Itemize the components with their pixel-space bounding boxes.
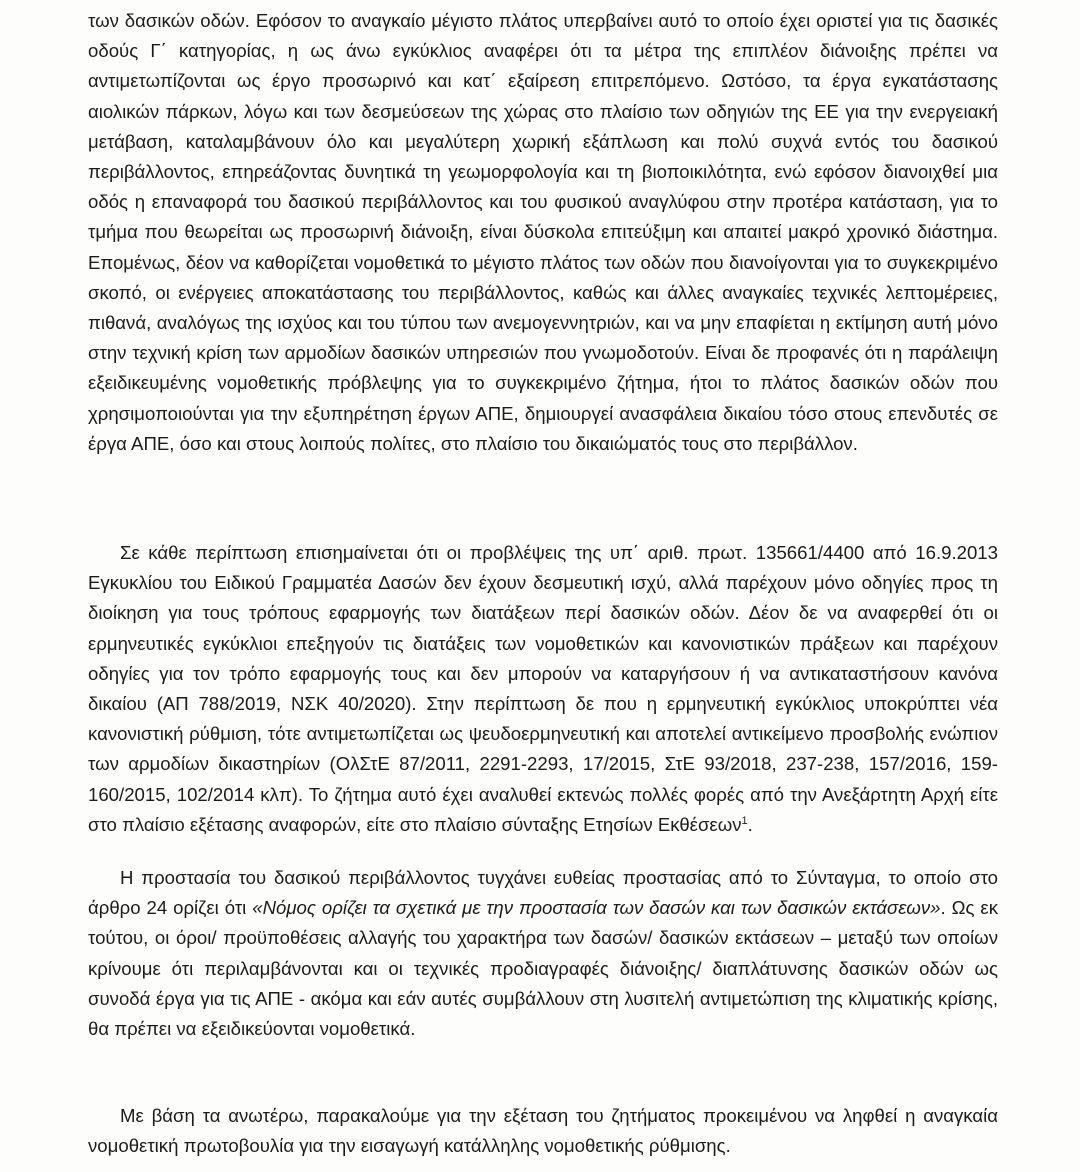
paragraph-block-1 <box>88 6 998 459</box>
paragraph-forest-roads-width: των δασικών οδών. Εφόσον το αναγκαίο μέγιστο πλάτος υπερβαίνει αυτό το οποίο έχει οριστεί για τις δασικές οδούς Γ΄ κατηγορίας, η ως άνω εγκύκλιος αναφέρει ότι τα μέτρα της επιπλέον διάνοιξης πρέπει να αντιμετωπίζονται ως έργο προσωρινό και κατ΄ εξαίρεση επιτρεπόμενο. Ωστόσο, τα έργα εγκατάστασης αιολικών πάρκων, λόγω και των δεσμεύσεων της χώρας στο πλαίσιο των οδηγιών της ΕΕ για την ενεργειακή μετάβαση, καταλαμβάνουν όλο και μεγαλύτερη χωρική εξάπλωση και πολύ συχνά εντός του δασικού περιβάλλοντος, επηρεάζοντας δυνητικά τη γεωμορφολογία και τη βιοποικιλότητα, ενώ εφόσον διανοιχθεί μια οδός η επαναφορά του δασικού περιβάλλοντος και του φυσικού αναγλύφου στην προτέρα κατάσταση, για το τμήμα που θεωρείται ως προσωρινή διάνοιξη, είναι δύσκολα επιτεύξιμη και απαιτεί μακρό χρονικό διάστημα. Επομένως, δέον να καθορίζεται νομοθετικά το μέγιστο πλάτος των οδών που διανοίγονται για το συγκεκριμένο σκοπό, οι ενέργειες αποκατάστασης του περιβάλλοντος, καθώς και άλλες αναγκαίες τεχνικές λεπτομέρειες, πιθανά, αναλόγως της ισχύος και του τύπου των ανεμογεννητριών, και να μην επαφίεται η εκτίμηση αυτή μόνο στην τεχνική κρίση των αρμοδίων δασικών υπηρεσιών που γνωμοδοτούν. Είναι δε προφανές ότι η παράλειψη εξειδικευμένης νομοθετικής πρόβλεψης για το συγκεκριμένο ζήτημα, ήτοι το πλάτος δασικών οδών που χρησιμοποιούνται για την εξυπηρέτηση έργων ΑΠΕ, δημιουργεί ανασφάλεια δικαίου τόσο στους επενδυτές σε έργα ΑΠΕ, όσο και στους λοιπούς πολίτες, στο πλαίσιο του δικαιώματός τους στο περιβάλλον. <box>88 10 998 454</box>
constitution-quote: «Νόμος ορίζει τα σχετικά με την προστασία των δασών και των δασικών εκτάσεων» <box>252 897 941 919</box>
paragraph-block-4 <box>88 1101 998 1161</box>
paragraph-3-start: Η προστασία του δασικού περιβάλλοντος τυγχάνει ευθείας προστασίας από το Σύνταγμα, το οποίο στο άρθρο 24 ορίζει ότι <box>88 867 998 919</box>
footnote-marker: 1 <box>741 814 748 827</box>
paragraph-block-3 <box>88 863 998 1044</box>
paragraph-circular-binding-force: Σε κάθε περίπτωση επισημαίνεται ότι οι προβλέψεις της υπ΄ αριθ. πρωτ. 135661/4400 από 16.9.2013 Εγκυκλίου του Ειδικού Γραμματέα Δασών δεν έχουν δεσμευτική ισχύ, αλλά παρέχουν μόνο οδηγίες προς τη διοίκηση για τους τρόπους εφαρμογής των διατάξεων περί δασικών οδών. Δέον δε να αναφερθεί ότι οι ερμηνευτικές εγκύκλιοι επεξηγούν τις διατάξεις των νομοθετικών και κανονιστικών πράξεων και παρέχουν οδηγίες για τον τρόπο εφαρμογής τους και δεν μπορούν να καταργήσουν ή να αντικαταστήσουν κανόνα δικαίου (ΑΠ 788/2019, ΝΣΚ 40/2020). Στην περίπτωση δε που η ερμηνευτική εγκύκλιος υποκρύπτει νέα κανονιστική ρύθμιση, τότε αντιμετωπίζεται ως ψευδοερμηνευτική και αποτελεί αντικείμενο προσβολής ενώπιον των αρμοδίων δικαστηρίων (ΟλΣτΕ 87/2011, 2291-2293, 17/2015, ΣτΕ 93/2018, 237-238, 157/2016, 159-160/2015, 102/2014 κλπ). Το ζήτημα αυτό έχει αναλυθεί εκτενώς πολλές φορές από την Ανεξάρτητη Αρχή είτε στο πλαίσιο εξέτασης αναφορών, είτε στο πλαίσιο σύνταξης Ετησίων Εκθέσεων$^1$. <box>88 542 998 835</box>
paragraph-2-text: Σε κάθε περίπτωση επισημαίνεται ότι οι προβλέψεις της υπ΄ αριθ. πρωτ. 135661/4400 από 16.9.2013 Εγκυκλίου του Ειδικού Γραμματέα Δασών δεν έχουν δεσμευτική ισχύ, αλλά παρέχουν μόνο οδηγίες προς τη διοίκηση για τους τρόπους εφαρμογής των διατάξεων περί δασικών οδών. Δέον δε να αναφερθεί ότι οι ερμηνευτικές εγκύκλιοι επεξηγούν τις διατάξεις των νομοθετικών και κανονιστικών πράξεων και παρέχουν οδηγίες για τον τρόπο εφαρμογής τους και δεν μπορούν να καταργήσουν ή να αντικαταστήσουν κανόνα δικαίου (ΑΠ 788/2019, ΝΣΚ 40/2020). Στην περίπτωση δε που η ερμηνευτική εγκύκλιος υποκρύπτει νέα κανονιστική ρύθμιση, τότε αντιμετωπίζεται ως ψευδοερμηνευτική και αποτελεί αντικείμενο προσβολής ενώπιον των αρμοδίων δικαστηρίων (ΟλΣτΕ 87/2011, 2291-2293, 17/2015, ΣτΕ 93/2018, 237-238, 157/2016, 159-160/2015, 102/2014 κλπ). Το ζήτημα αυτό έχει αναλυθεί εκτενώς πολλές φορές από την Ανεξάρτητη Αρχή είτε στο πλαίσιο εξέτασης αναφορών, είτε στο πλαίσιο σύνταξης Ετησίων Εκθέσεων <box>88 542 998 835</box>
paragraph-3-end: . Ως εκ τούτου, οι όροι/ προϋποθέσεις αλλαγής του χαρακτήρα των δασών/ δασικών εκτάσεων – μεταξύ των οποίων κρίνουμε ότι περιλαμβάνονται και οι τεχνικές προδιαγραφές διάνοιξης/ διαπλάτυνσης δασικών οδών ως συνοδά έργα για τις ΑΠΕ - ακόμα και εάν αυτές συμβάλλουν στη λυσιτελή αντιμετώπιση της κλιματικής κρίσης, θα πρέπει να εξειδικεύονται νομοθετικά. <box>88 897 998 1040</box>
paragraph-request-initiative: Με βάση τα ανωτέρω, παρακαλούμε για την εξέταση του ζητήματος προκειμένου να ληφθεί η αναγκαία νομοθετική πρωτοβουλία για την εισαγωγή κατάλληλης νομοθετικής ρύθμισης. <box>88 1105 998 1157</box>
paragraph-block-2 <box>88 538 998 840</box>
paragraph-constitution-protection <box>88 863 998 1044</box>
